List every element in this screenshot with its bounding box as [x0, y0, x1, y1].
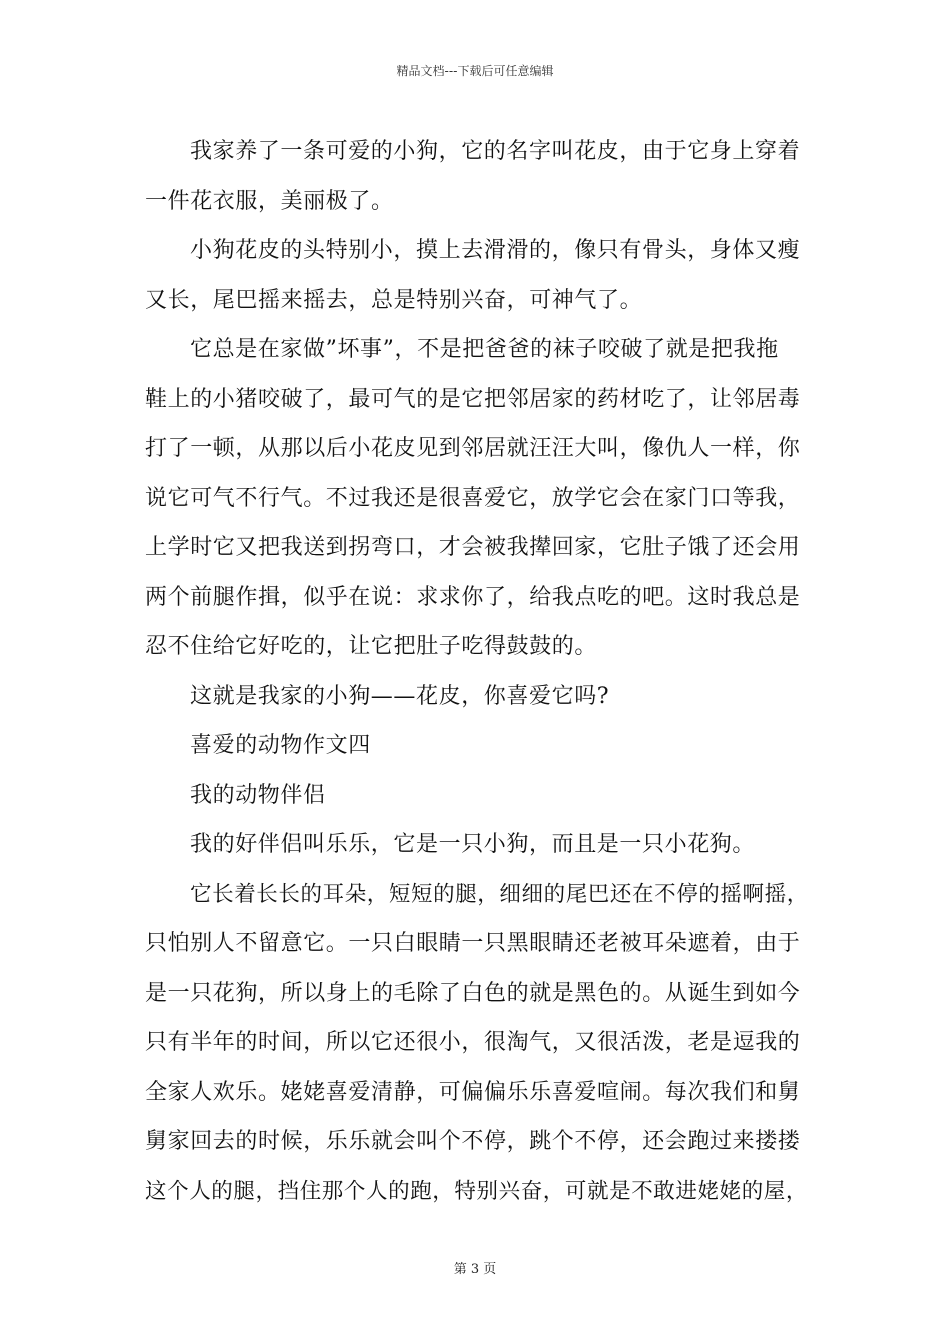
section-title: 喜爱的动物作文四 [190, 733, 371, 758]
text-line: 鞋上的小猪咬破了，最可气的是它把邻居家的药材吃了，让邻居毒 [145, 386, 801, 412]
document-body [145, 127, 810, 1216]
text-line: 只有半年的时间，所以它还很小，很淘气，又很活泼，老是逗我的 [145, 1030, 801, 1055]
essay-title: 我的动物伴侣 [190, 782, 326, 808]
text-line: 这就是我家的小狗——花皮，你喜爱它吗? [190, 683, 610, 709]
text-line: 它总是在家做”坏事”，不是把爸爸的袜子咬破了就是把我拖 [190, 337, 779, 362]
text-line: 我家养了一条可爱的小狗，它的名字叫花皮，由于它身上穿着 [190, 139, 801, 164]
text-line: 这个人的腿，挡住那个人的跑，特别兴奋，可就是不敢进姥姥的屋， [145, 1178, 809, 1204]
text-line: 打了一顿，从那以后小花皮见到邻居就汪汪大叫，像仇人一样，你 [145, 436, 801, 461]
text-line: 一件花衣服，美丽极了。 [145, 188, 394, 214]
text-line: 我的好伴侣叫乐乐，它是一只小狗，而且是一只小花狗。 [190, 832, 756, 857]
text-line: 两个前腿作揖，似乎在说：求求你了，给我点吃的吧。这时我总是 [145, 584, 801, 610]
text-line: 它长着长长的耳朵，短短的腿，细细的尾巴还在不停的摇啊摇， [190, 881, 809, 907]
text-line: 舅家回去的时候，乐乐就会叫个不停，跳个不停，还会跑过来搂搂 [145, 1129, 801, 1154]
text-line: 全家人欢乐。姥姥喜爱清静，可偏偏乐乐喜爱喧闹。每次我们和舅 [145, 1079, 801, 1105]
text-line: 忍不住给它好吃的，让它把肚子吃得鼓鼓的。 [145, 634, 598, 659]
text-line: 是一只花狗，所以身上的毛除了白色的就是黑色的。从诞生到如今 [145, 980, 801, 1006]
page-number: 第 3 页 [453, 1262, 497, 1277]
text-line: 上学时它又把我送到拐弯口，才会被我撵回家，它肚子饿了还会用 [145, 535, 801, 560]
text-line: 又长，尾巴摇来摇去，总是特别兴奋，可神气了。 [145, 287, 643, 313]
text-line: 小狗花皮的头特别小，摸上去滑滑的，像只有骨头，身体又瘦 [190, 238, 801, 263]
text-line: 只怕别人不留意它。一只白眼睛一只黑眼睛还老被耳朵遮着，由于 [145, 931, 801, 956]
text-line: 说它可气不行气。不过我还是很喜爱它，放学它会在家门口等我， [145, 485, 801, 511]
page-header: 精品文档---下载后可任意编辑 [396, 64, 554, 78]
